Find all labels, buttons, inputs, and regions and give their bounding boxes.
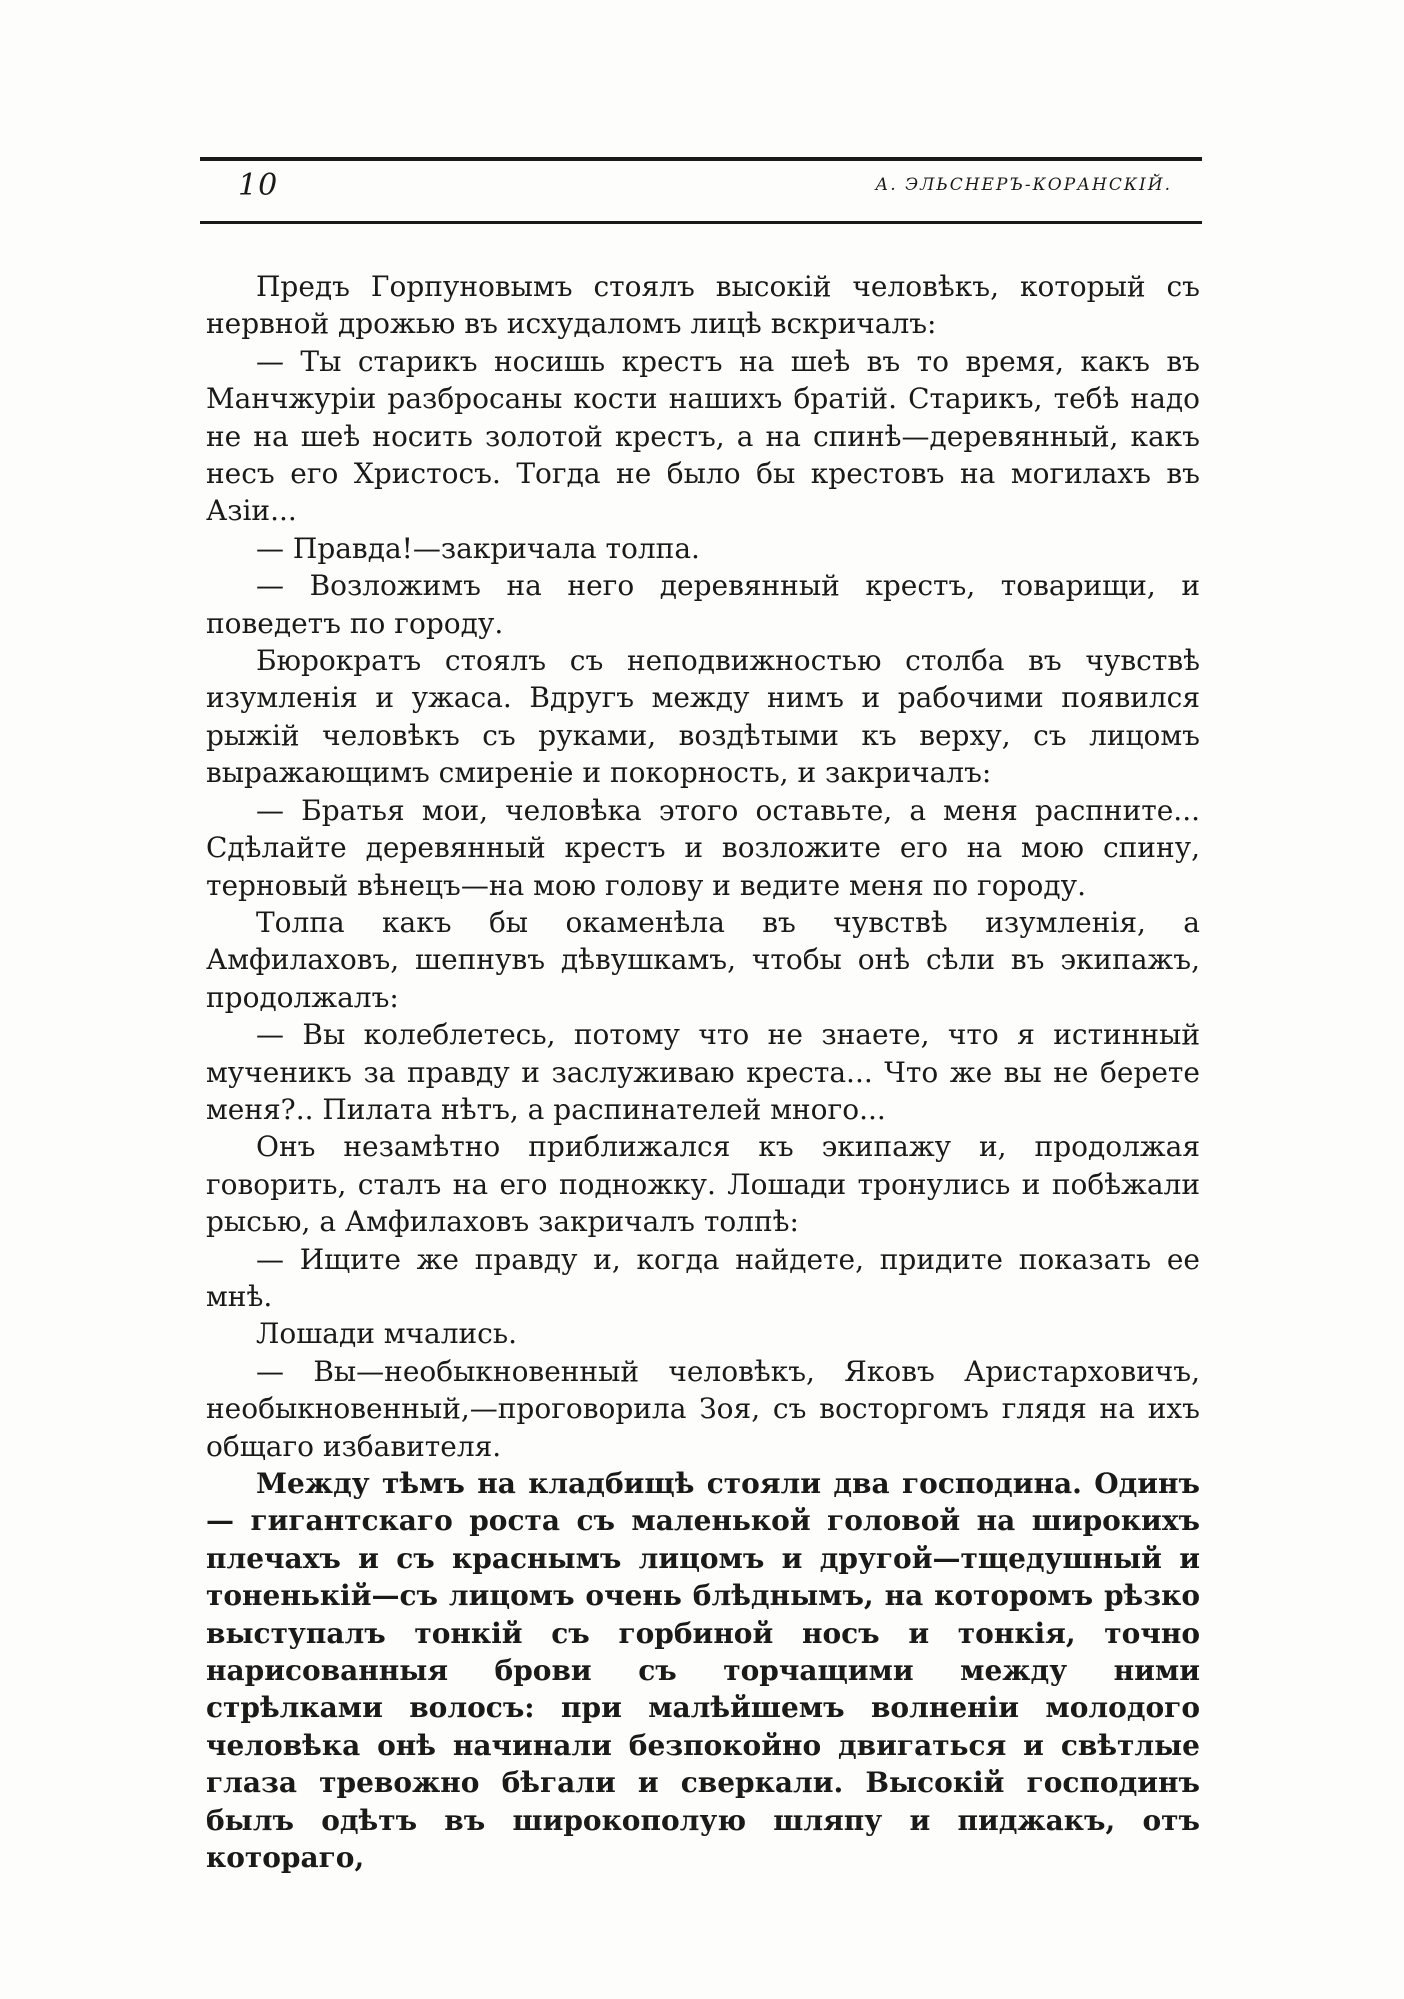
- header-rule-bottom: [200, 221, 1202, 224]
- paragraph: — Вы колеблетесь, потому что не знаете, что я истинный мученикъ за правду и заслуживаю креста... Что же вы не берете меня?.. Пилата нѣтъ, а распинателей много...: [206, 1018, 1200, 1126]
- paragraph: Лошади мчались.: [256, 1317, 518, 1351]
- paragraph: — Возложимъ на него деревянный крестъ, товарищи, и поведетъ по городу.: [206, 569, 1200, 640]
- header-rule-top: [200, 157, 1202, 161]
- page-number: 10: [238, 168, 279, 203]
- paragraph: — Правда!—закричала толпа.: [256, 531, 700, 565]
- paragraph: — Братья мои, человѣка этого оставьте, а меня распните... Сдѣлайте деревянный крестъ и возложите его на мою спину, терновый вѣнецъ—на мою голову и ведите меня по городу.: [206, 793, 1200, 902]
- paragraph: — Вы—необыкновенный человѣкъ, Яковъ Аристарховичъ, необыкновенный,—проговорила Зоя, съ восторгомъ глядя на ихъ общаго избавителя.: [206, 1354, 1200, 1463]
- paragraph: Онъ незамѣтно приближался къ экипажу и, продолжая говорить, сталъ на его подножку. Лошади тронулись и побѣжали рысью, а Амфилаховъ закричалъ толпѣ:: [206, 1130, 1200, 1239]
- body-text: [206, 268, 1200, 1876]
- paragraph: Между тѣмъ на кладбищѣ стояли два господина. Одинъ— гигантскаго роста съ маленькой головой на широкихъ плечахъ и съ краснымъ лицомъ и другой—тщедушный и тоненькій—съ лицомъ очень блѣднымъ, на которомъ рѣзко выступалъ тонкій съ горбиной носъ и тонкія, точно нарисованныя брови съ торчащими между ними стрѣлками волосъ: при малѣйшемъ волненіи молодого человѣка онѣ начинали безпокойно двигаться и свѣтлые глаза тревожно бѣгали и сверкали. Высокій господинъ былъ одѣтъ въ широкополую шляпу и пиджакъ, отъ котораго,: [206, 1467, 1200, 1875]
- paragraph: Толпа какъ бы окаменѣла въ чувствѣ изумленія, а Амфилаховъ, шепнувъ дѣвушкамъ, чтобы онѣ сѣли въ экипажъ, продолжалъ:: [206, 905, 1200, 1014]
- running-head: А. ЭЛЬСНЕРЪ-КОРАНСКІЙ.: [875, 175, 1172, 195]
- paragraph: — Ты старикъ носишь крестъ на шеѣ въ то время, какъ въ Манчжуріи разбросаны кости нашихъ братій. Старикъ, тебѣ надо не на шеѣ носить золотой крестъ, а на спинѣ—деревянный, какъ несъ его Христосъ. Тогда не было бы крестовъ на могилахъ въ Азіи...: [206, 344, 1200, 528]
- paragraph: — Ищите же правду и, когда найдете, придите показать ее мнѣ.: [206, 1242, 1200, 1313]
- paragraph: Предъ Горпуновымъ стоялъ высокій человѣкъ, который съ нервной дрожью въ исхудаломъ лицѣ вскричалъ:: [206, 270, 1200, 341]
- paragraph: Бюрократъ стоялъ съ неподвижностью столба въ чувствѣ изумленія и ужаса. Вдругъ между нимъ и рабочими появился рыжій человѣкъ съ руками, воздѣтыми къ верху, съ лицомъ выражающимъ смиреніе и покорность, и закричалъ:: [206, 644, 1200, 790]
